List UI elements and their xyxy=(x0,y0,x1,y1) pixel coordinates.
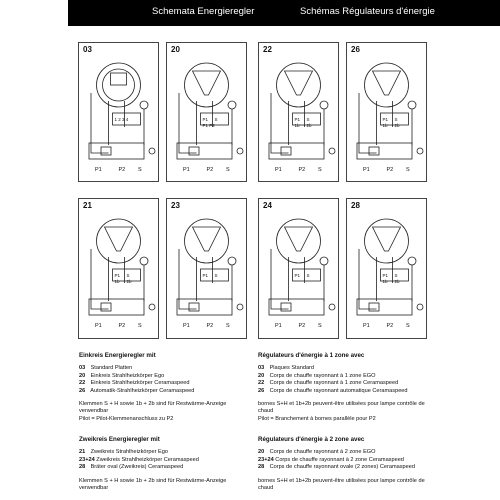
schematic-panel-24 xyxy=(258,198,339,339)
inline-label: S xyxy=(214,273,218,278)
plate-core xyxy=(111,73,127,85)
schematic-drawing xyxy=(259,199,338,338)
regulator-switch xyxy=(281,147,291,155)
panel-number: 23 xyxy=(171,201,180,210)
note: Pilot = Branchement à bornes parallèle pour P2 xyxy=(258,415,376,422)
schematic-panel-23 xyxy=(166,198,247,339)
panel-number: 20 xyxy=(171,45,180,54)
regulator-body xyxy=(357,299,412,315)
inline-label: 1b xyxy=(294,123,300,128)
panel-number: 24 xyxy=(263,201,272,210)
note: Klemmen S + H sowie 1b + 2b sind für Restwärme-Anzeige verwendbar xyxy=(79,401,227,415)
list-item: 28 Bräter oval (Zweikreis) Ceramaspeed xyxy=(79,464,184,471)
list-item: 20 Einkreis Strahlheizkörper Ego xyxy=(79,372,165,379)
inline-label: S xyxy=(306,117,310,122)
panel-number: 21 xyxy=(83,201,92,210)
inline-label: 1b xyxy=(114,279,120,284)
regulator-switch xyxy=(189,147,199,155)
list-item: 20 Corps de chauffe rayonnant à 2 zone EGO xyxy=(258,449,376,456)
title-fr: Schémas Régulateurs d'énergie xyxy=(300,6,435,17)
schematic-panel-28 xyxy=(346,198,427,339)
regulator-switch xyxy=(189,303,199,311)
schematic-panel-21 xyxy=(78,198,159,339)
heater-element xyxy=(285,227,313,251)
panel-number: 28 xyxy=(351,201,360,210)
regulator-switch xyxy=(281,303,291,311)
de-one-zone-heading: Einkreis Energieregler mit xyxy=(79,352,156,359)
fr-one-zone-heading: Régulateurs d'énergie à 1 zone avec xyxy=(258,352,365,359)
inline-label: P1 xyxy=(294,273,301,278)
schematic-drawing xyxy=(79,43,158,181)
inline-label: S xyxy=(214,117,218,122)
regulator-body xyxy=(177,143,232,159)
heater-outline xyxy=(277,219,321,263)
connector-terminal xyxy=(329,304,335,310)
regulator-switch xyxy=(369,147,379,155)
connector-terminal xyxy=(149,304,155,310)
indicator-lamp xyxy=(320,257,328,265)
regulator-switch xyxy=(101,303,111,311)
heater-element xyxy=(285,71,313,95)
terminal-label: S xyxy=(318,167,322,173)
connector-terminal xyxy=(237,148,243,154)
indicator-lamp xyxy=(140,101,148,109)
terminal-label: S xyxy=(138,167,142,173)
heater-element xyxy=(373,227,401,251)
panel-number: 22 xyxy=(263,45,272,54)
regulator-body xyxy=(177,299,232,315)
connector-terminal xyxy=(329,148,335,154)
note: bornes S+H et 1b+2b peuvent-être utilisées pour lampe contrôle de chaud xyxy=(258,401,425,415)
header-bar xyxy=(68,0,500,26)
schematic-drawing xyxy=(347,43,426,181)
heater-outline xyxy=(365,63,409,107)
list-item: 23+24 Zweikreis Strahlheizkörper Ceramaspeed xyxy=(79,456,199,463)
terminal-label: P1 xyxy=(183,323,190,329)
inline-label: 2b xyxy=(126,279,132,284)
de-two-zone-section xyxy=(79,436,244,492)
list-item: 03 Standard Platten xyxy=(79,365,133,372)
inline-label: P1 xyxy=(202,117,209,122)
regulator-body xyxy=(269,299,324,315)
note: Klemmen S + H sowie 1b + 2b sind für Restwärme-Anzeige verwendbar xyxy=(79,477,227,492)
terminal-label: P2 xyxy=(386,167,394,173)
inline-label: P1 xyxy=(114,273,121,278)
terminal-label: P2 xyxy=(206,167,214,173)
inline-label: P1 P2 xyxy=(202,123,215,128)
terminal-label: P1 xyxy=(363,323,370,329)
regulator-body xyxy=(357,143,412,159)
terminal-label: P1 xyxy=(95,167,102,173)
schematic-drawing xyxy=(167,43,246,181)
terminal-label: P2 xyxy=(298,323,306,329)
heater-outline xyxy=(185,219,229,263)
indicator-lamp xyxy=(320,101,328,109)
schematic-drawing xyxy=(347,199,426,338)
heater-element xyxy=(193,227,221,251)
list-item: 03 Plaques Standard xyxy=(258,365,315,372)
heater-outline xyxy=(365,219,409,263)
inline-label: 1b xyxy=(382,123,388,128)
inline-label: S xyxy=(306,273,310,278)
terminal-label: S xyxy=(226,167,230,173)
terminal-label: P2 xyxy=(118,323,126,329)
terminal-label: S xyxy=(406,323,410,329)
panel-number: 03 xyxy=(83,45,92,54)
list-item: 23+24 Corps de chauffe rayonnant à 2 zone Ceramaspeed xyxy=(258,456,404,463)
schematic-panel-26 xyxy=(346,42,427,182)
terminal-label: P1 xyxy=(275,323,282,329)
heater-element xyxy=(193,71,221,95)
indicator-lamp xyxy=(140,257,148,265)
schematic-drawing xyxy=(79,199,158,338)
terminal-label: P2 xyxy=(118,167,126,173)
connector-terminal xyxy=(417,304,423,310)
wiring xyxy=(179,249,232,309)
list-item: 26 Automatik-Strahlheizkörper Ceramaspeed xyxy=(79,387,195,394)
heater-outline xyxy=(185,63,229,107)
inline-label: 1b xyxy=(382,279,388,284)
connector-terminal xyxy=(417,148,423,154)
title-de: Schemata Energieregler xyxy=(152,6,255,17)
wiring xyxy=(271,249,324,309)
inline-label: 2b xyxy=(306,123,312,128)
connector-terminal xyxy=(149,148,155,154)
indicator-lamp xyxy=(228,257,236,265)
de-one-zone-section xyxy=(79,352,244,423)
inline-label: S xyxy=(394,117,398,122)
de-two-zone-heading: Zweikreis Energieregler mit xyxy=(79,436,160,443)
fr-two-zone-section xyxy=(258,436,428,492)
schematic-panel-20 xyxy=(166,42,247,182)
schematic-drawing xyxy=(259,43,338,181)
list-item: 22 Einkreis Strahlheizkörper Ceramaspeed xyxy=(79,380,190,387)
indicator-lamp xyxy=(228,101,236,109)
note: Pilot = Pilot-Klemmenanschluss zu P2 xyxy=(79,415,174,422)
heater-outline xyxy=(277,63,321,107)
inline-label: P1 xyxy=(294,117,301,122)
schematic-drawing xyxy=(167,199,246,338)
heater-outline xyxy=(97,219,141,263)
list-item: 22 Corps de chauffe rayonnant à 1 zone Ceramaspeed xyxy=(258,380,399,387)
terminal-label: S xyxy=(318,323,322,329)
regulator-switch xyxy=(101,147,111,155)
inline-label: 1 2 3 4 xyxy=(114,117,129,122)
heater-element xyxy=(105,227,133,251)
terminal-label: P1 xyxy=(363,167,370,173)
schematic-panel-22 xyxy=(258,42,339,182)
terminal-label: P1 xyxy=(95,323,102,329)
connector-terminal xyxy=(237,304,243,310)
list-item: 26 Corps de chauffe rayonnant automatique Ceramaspeed xyxy=(258,387,408,394)
note: bornes S+H et 1b+2b peuvent-être utilisées pour lampe contrôle de chaud xyxy=(258,477,425,492)
indicator-lamp xyxy=(408,257,416,265)
terminal-label: S xyxy=(138,323,142,329)
terminal-label: P2 xyxy=(386,323,394,329)
list-item: 28 Corps de chauffe rayonnant ovale (2 zones) Ceramaspeed xyxy=(258,464,415,471)
regulator-body xyxy=(89,299,144,315)
inline-label: S xyxy=(126,273,130,278)
inline-label: 2b xyxy=(394,279,400,284)
schematic-panel-03 xyxy=(78,42,159,182)
terminal-label: P2 xyxy=(298,167,306,173)
terminal-label: P1 xyxy=(183,167,190,173)
terminal-label: S xyxy=(226,323,230,329)
inline-label: S xyxy=(394,273,398,278)
indicator-lamp xyxy=(408,101,416,109)
regulator-body xyxy=(89,143,144,159)
terminal-label: S xyxy=(406,167,410,173)
terminal-label: P1 xyxy=(275,167,282,173)
terminal-label: P2 xyxy=(206,323,214,329)
regulator-switch xyxy=(369,303,379,311)
heater-element xyxy=(373,71,401,95)
regulator-body xyxy=(269,143,324,159)
wiring xyxy=(91,93,144,153)
inline-label: P1 xyxy=(382,273,389,278)
inline-label: P1 xyxy=(202,273,209,278)
panel-number: 26 xyxy=(351,45,360,54)
inline-label: P1 xyxy=(382,117,389,122)
fr-one-zone-section xyxy=(258,352,428,423)
list-item: 21 Zweikreis Strahlheizkörper Ego xyxy=(79,449,168,456)
list-item: 20 Corps de chauffe rayonnant à 1 zone EGO xyxy=(258,372,376,379)
inline-label: 2b xyxy=(394,123,400,128)
fr-two-zone-heading: Régulateurs d'énergie à 2 zone avec xyxy=(258,436,365,443)
